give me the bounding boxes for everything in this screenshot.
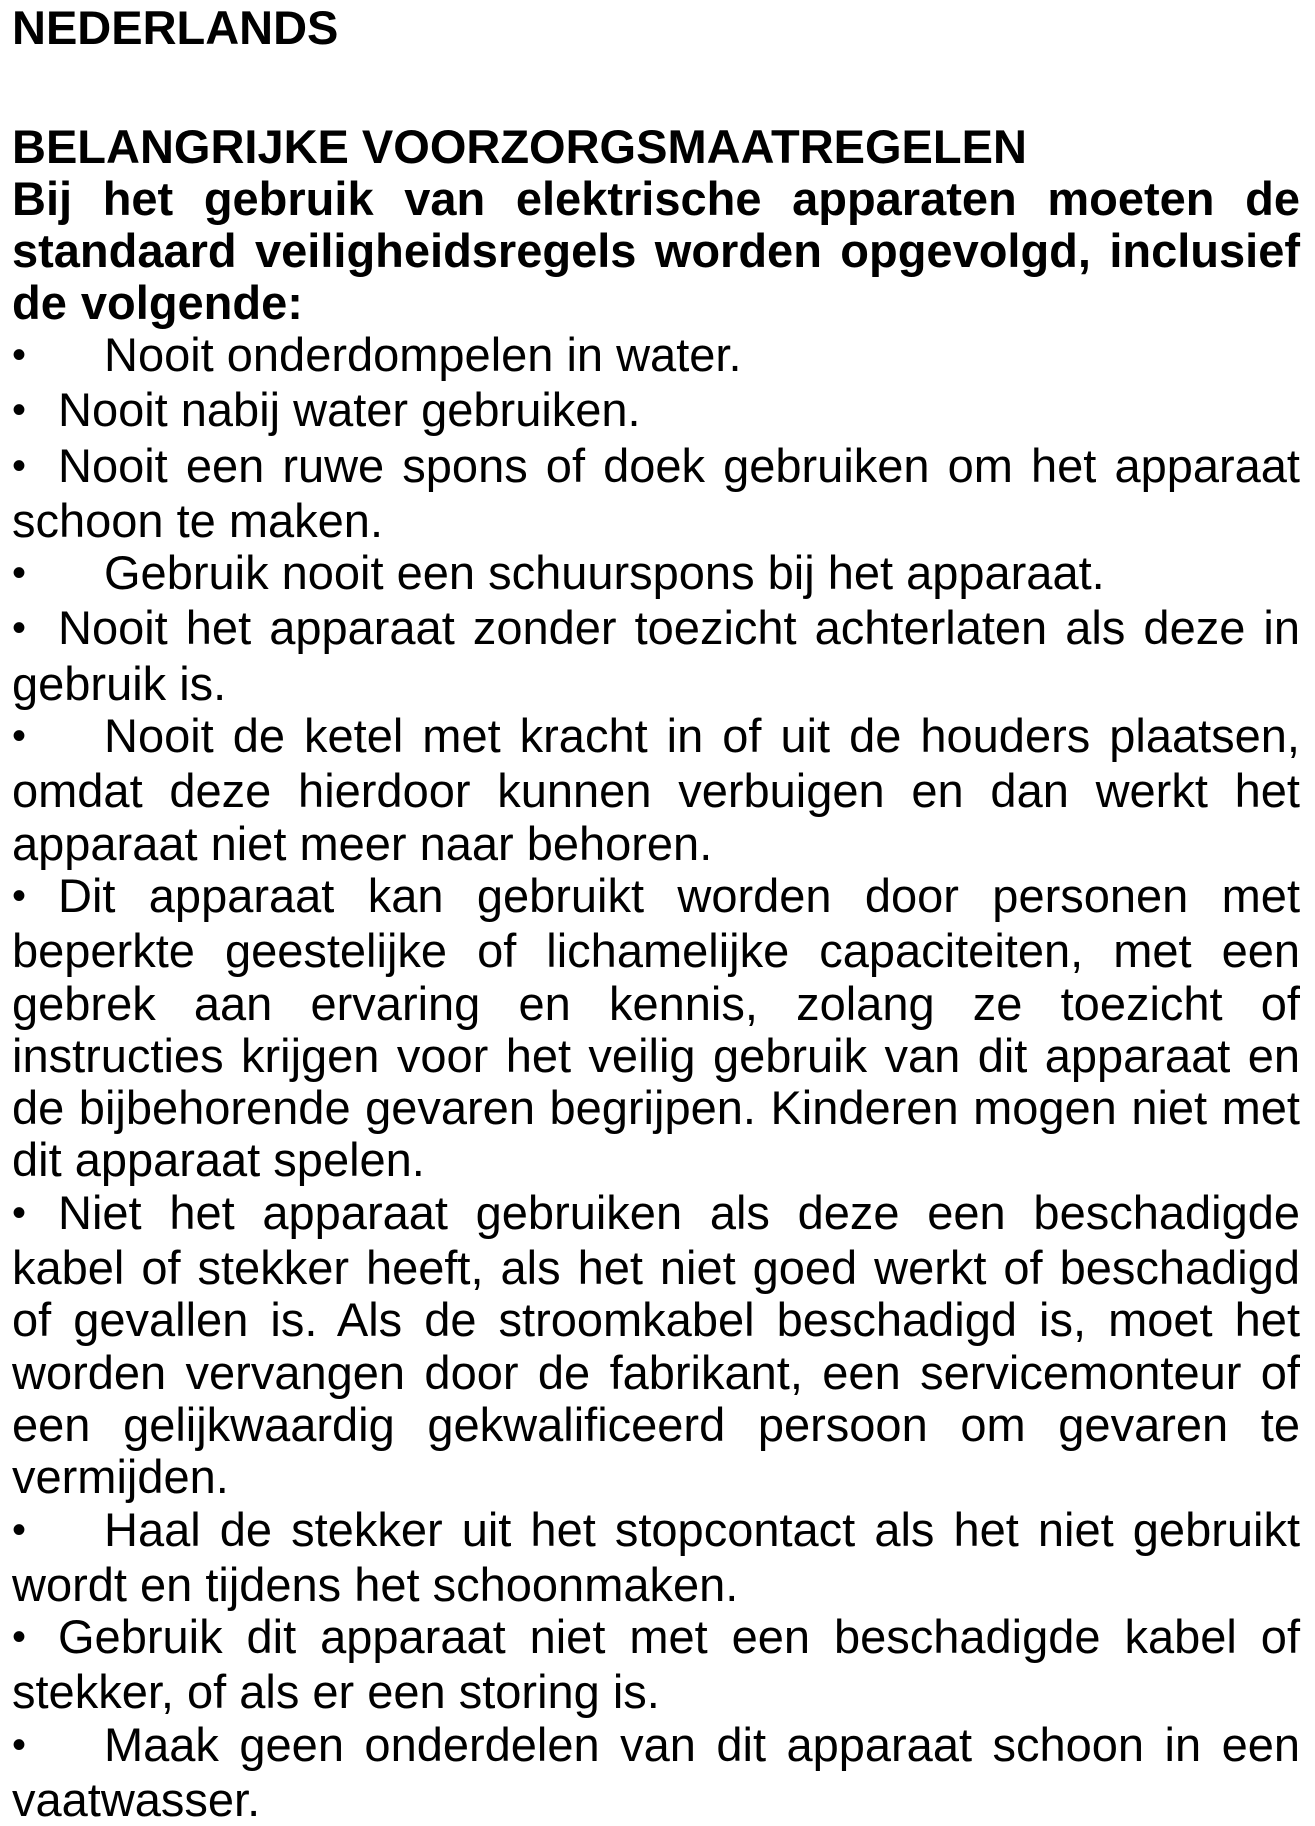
list-item-text: Nooit onderdompelen in water. <box>104 328 742 381</box>
bullet-icon: • <box>12 443 27 488</box>
bullet-icon: • <box>12 551 27 596</box>
list-item-text: Gebruik dit apparaat niet met een beschadigde kabel of stekker, of als er een storing is. <box>12 1610 1300 1719</box>
bullet-icon: • <box>12 333 27 377</box>
list-item <box>12 710 1300 870</box>
list-item-text: Nooit de ketel met kracht in of uit de houders plaatsen, omdat deze hierdoor kunnen verbuigen en dan werkt het apparaat niet meer naar behoren. <box>12 709 1300 870</box>
list-item <box>12 329 1300 384</box>
list-item <box>12 440 1300 548</box>
bullet-icon: • <box>12 1615 27 1660</box>
bullet-icon: • <box>12 1722 27 1767</box>
bullet-icon: • <box>12 606 27 651</box>
language-label: NEDERLANDS <box>12 1 339 54</box>
list-item-text: Gebruik nooit een schuurspons bij het apparaat. <box>104 546 1105 600</box>
list-item <box>12 1719 1300 1826</box>
list-item-text: Nooit het apparaat zonder toezicht achterlaten als deze in gebruik is. <box>12 601 1300 710</box>
list-item-text: Maak geen onderdelen van dit apparaat schoon in een vaatwasser. <box>12 1717 1300 1826</box>
safety-heading: BELANGRIJKE VOORZORGSMAATREGELEN <box>12 120 1027 173</box>
safety-list <box>12 329 1300 1826</box>
list-item <box>12 602 1300 710</box>
list-item-text: Dit apparaat kan gebruikt worden door personen met beperkte geestelijke of lichamelijke capaciteiten, met een gebrek aan ervaring en kennis, zolang ze toezicht of instructies krijgen voor het veilig gebruik van dit apparaat en de bijbehorende gevaren begrijpen. Kinderen mogen niet met dit apparaat spelen. <box>12 868 1300 1187</box>
list-item <box>12 1504 1300 1612</box>
list-item <box>12 384 1300 439</box>
document-page <box>12 2 1300 1826</box>
bullet-icon: • <box>12 873 27 918</box>
bullet-icon: • <box>12 1507 27 1552</box>
list-item <box>12 870 1300 1187</box>
list-item <box>12 547 1300 602</box>
bullet-icon: • <box>12 714 27 759</box>
list-item <box>12 1187 1300 1504</box>
bullet-icon: • <box>12 388 27 433</box>
list-item-text: Nooit nabij water gebruiken. <box>58 383 641 437</box>
intro-paragraph: Bij het gebruik van elektrische apparaten moeten de standaard veiligheidsregels worden opgevolgd, inclusief de volgende: <box>12 172 1300 329</box>
list-item-text: Haal de stekker uit het stopcontact als het niet gebruikt wordt en tijdens het schoonmaken. <box>12 1502 1300 1611</box>
bullet-icon: • <box>12 1190 27 1235</box>
list-item <box>12 1611 1300 1719</box>
list-item-text: Niet het apparaat gebruiken als deze een beschadigde kabel of stekker heeft, als het niet goed werkt of beschadigd of gevallen is. Als de stroomkabel beschadigd is, moet het worden vervangen door de fabrikant, een servicemonteur of een gelijkwaardig gekwalificeerd persoon om gevaren te vermijden. <box>12 1185 1300 1504</box>
list-item-text: Nooit een ruwe spons of doek gebruiken om het apparaat schoon te maken. <box>12 438 1300 547</box>
